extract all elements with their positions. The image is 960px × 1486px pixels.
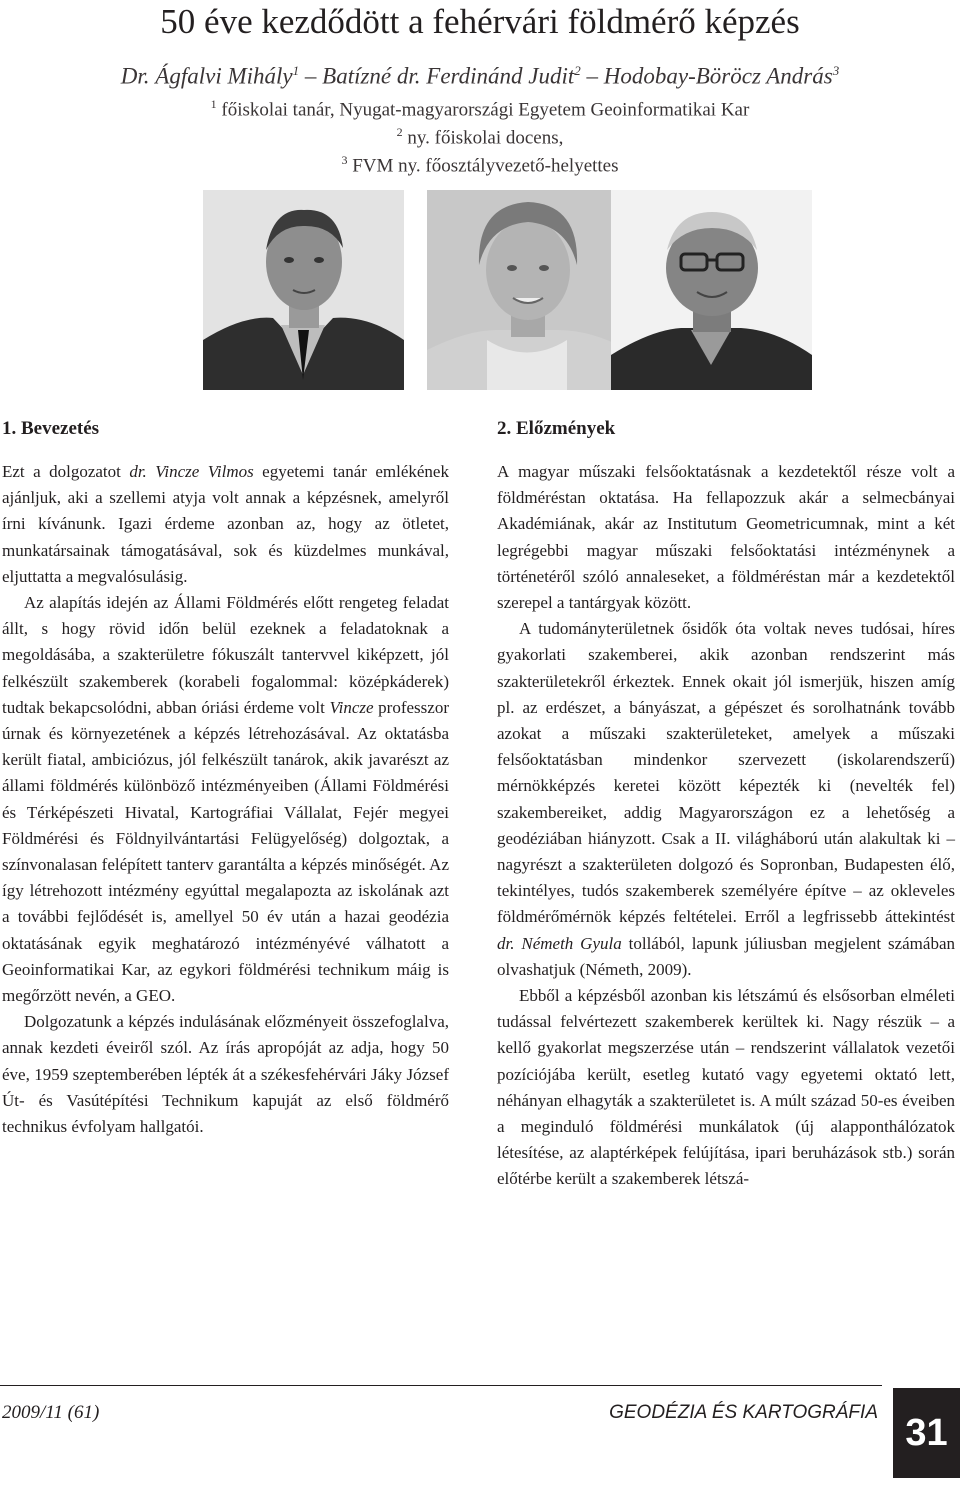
text-run: A tudományterületnek ősidők óta voltak neves tudósai, híres gyakorlati szakemberei, akik azonban rendszerint más szakterületekről érkeztek. Ennek okait jól ismerjük, hiszen amíg pl. az erdészet, a bányászat, a gépészet és sorolhatnánk tovább azokat a műszaki szakterületeket, amelyek a műszaki felsőoktatásban mindenkor szervezett (iskolarendszerű) mérnökképzés keretei között képezték ki (nevelték fel) szakembereiket, addig Magyarországon ez a lehetőség a geodéziában hiányzott. Csak a II. világháború után alakultak ki – nagyrészt a szakterületen dolgozó és Sopronban, Budapesten élő, tekintélyes, tudós szakemberek személyére építve – az okleveles földmérőmérnök képzés feltételei. Erről a legfrissebb áttekintést bbox=[497, 619, 955, 927]
body-paragraph bbox=[2, 1009, 449, 1140]
text-run: Az alapítás idején az Állami Földmérés előtt rengeteg feladat állt, s hogy rövid időn belül ezeknek a feladatoknak a megoldásába, a szakterületre fókuszált tantervvel kiképzett, jól felkészült szakemberek (korabeli fogalommal: középkáderek) tudtak bekapcsolódni, abban óriási érdeme volt bbox=[2, 593, 449, 717]
section-heading: 2. Előzmények bbox=[497, 418, 616, 439]
text-run: Ezt a dolgozatot bbox=[2, 462, 130, 481]
italic-name: Vincze bbox=[329, 697, 374, 717]
body-paragraph bbox=[497, 616, 955, 983]
author-line bbox=[0, 56, 960, 92]
author-photo-agfalvi bbox=[203, 190, 404, 390]
page-number: 31 bbox=[893, 1388, 960, 1478]
author-separator: – bbox=[586, 63, 599, 89]
body-paragraph bbox=[497, 459, 955, 616]
author-photo-batizne bbox=[427, 190, 628, 390]
author-name: Batízné dr. Ferdinánd Judit bbox=[322, 63, 575, 89]
affiliation-text: főiskolai tanár, Nyugat-magyarországi Egyetem Geoinformatikai Kar bbox=[221, 99, 750, 121]
affiliation-sup: 2 bbox=[396, 125, 403, 139]
journal-name: GEODÉZIA ÉS KARTOGRÁFIA bbox=[609, 1402, 878, 1423]
affiliation-sup: 1 bbox=[210, 97, 217, 111]
italic-name: dr. Vincze Vilmos bbox=[129, 462, 254, 481]
body-paragraph bbox=[2, 590, 449, 1009]
author-sup: 3 bbox=[832, 63, 840, 78]
text-run: tollából, lapunk júliusban megjelent számában olvashatjuk (Németh, 2009). bbox=[497, 933, 955, 979]
text-run: Dolgozatunk a képzés indulásának előzményeit összefoglalva, annak kezdeti éveiről szól. Az írás apropóját az adja, hogy 50 éve, 1959 szeptemberében lépték át a székesfehérvári Jáky József Út- és Vasútépítési Technikum kapuját az első földmérő technikus évfolyam hallgatói. bbox=[2, 1012, 449, 1137]
text-run: Ebből a képzésből azonban kis létszámú és elsősorban elméleti tudással felvértezett szakemberek kerültek ki. Nagy részük – a kellő gyakorlat megszerzése után – rendszerint vállalatok vezetői pozíciójába került, esetleg kutató vagy egyetemi oktató lett, néhányan elhagyták a szakterületet is. A múlt század 50-es éveiben a meginduló földmérési munkálatok (új alapponthálózatok létesítése, az alaptérképek felújítása, ipari beruházások stb.) során előtérbe került a szakemberek létszá- bbox=[497, 986, 955, 1189]
text-run: A magyar műszaki felsőoktatásnak a kezdetektől része volt a földméréstan oktatása. Ha fellapozzuk akár a selmecbányai Akadémiának, akár az Institutum Geometricumnak, mint a két legrégebbi magyar műszaki felsőoktatási intézménynek a történetéről szóló annaleseket, a földméréstan már a kezdetektől szerepel a tantárgyak között. bbox=[497, 462, 955, 613]
body-paragraph bbox=[2, 459, 449, 590]
footer-rule bbox=[0, 1385, 882, 1386]
section-heading: 1. Bevezetés bbox=[2, 418, 100, 439]
italic-name: dr. Németh Gyula bbox=[497, 933, 622, 953]
article-title: 50 éve kezdődött a fehérvári földmérő képzés bbox=[160, 2, 800, 41]
author-name: Hodobay-Böröcz András bbox=[603, 63, 833, 89]
author-photo-hodobay bbox=[611, 190, 812, 390]
right-column bbox=[497, 459, 955, 1193]
left-column bbox=[2, 459, 449, 1140]
affiliation bbox=[0, 146, 960, 180]
affiliation-text: ny. főiskolai docens, bbox=[407, 127, 564, 149]
affiliation-text: FVM ny. főosztályvezető-helyettes bbox=[352, 155, 619, 177]
text-run: egyetemi tanár emlékének ajánljuk, aki a szellemi atyja volt annak a képzésnek, amelyről írni kívánunk. Igazi érdeme azonban az, hogy az ötletet, munkatársainak támogatásával, sok és küzdelmes munkával, eljuttatta a megvalósulásig. bbox=[2, 462, 449, 586]
affiliation-sup: 3 bbox=[341, 153, 348, 167]
author-separator: – bbox=[304, 63, 317, 89]
author-name: Dr. Ágfalvi Mihály bbox=[120, 63, 293, 89]
author-sup: 2 bbox=[574, 63, 581, 78]
issue-number: 2009/11 (61) bbox=[2, 1402, 100, 1423]
author-sup: 1 bbox=[292, 63, 300, 78]
text-run: professzor úrnak és környezetének a képzés létrehozásával. Az oktatásba került fiatal, ambiciózus, jól felkészült tanárok, akik javarészt az állami földmérés különböző intézményeiben (Állami Földmérési és Térképészeti Hivatal, Kartográfiai Vállalat, Fejér megyei Földmérési és Földnyilvántartási Felügyelőség) dolgoztak, a színvonalasan felépített tanterv garantálta a képzés minőségét. Az így létrehozott intézmény egyúttal megalapozta az iskolának azt a további fejlődését is, amellyel 50 év után a hazai geodézia oktatásának egyik meghatározó intézményévé válhatott a Geoinformatikai Kar, az egykori földmérési technikum máig is megőrzött nevén, a GEO. bbox=[2, 697, 449, 1006]
body-paragraph bbox=[497, 983, 955, 1193]
